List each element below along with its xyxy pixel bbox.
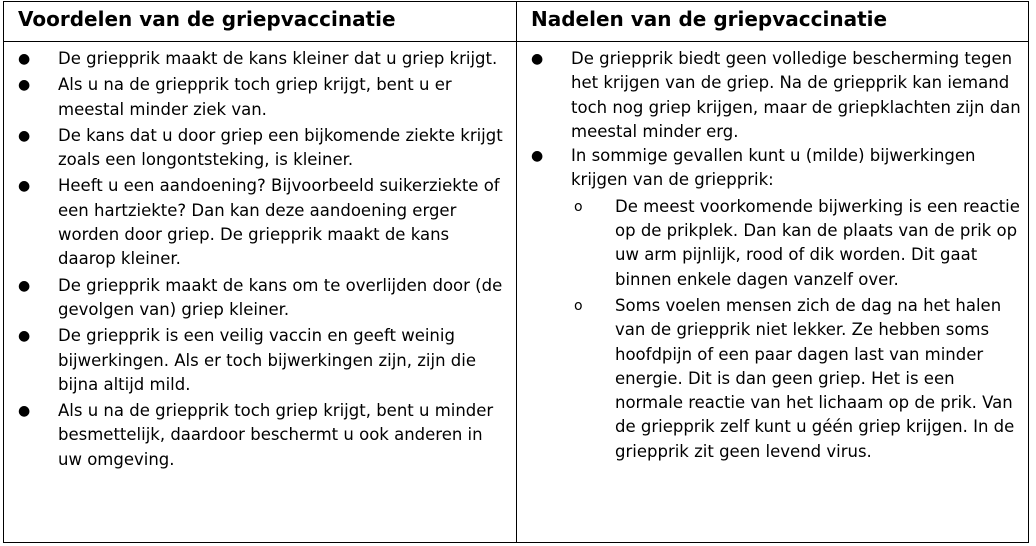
sub-list-item: o De meest voorkomende bijwerking is een reactie op de prikplek. Dan kan de plaats van de prik op uw arm pijnlijk, rood of dik worden. Dit gaat binnen enkele dagen vanzelf over. [574,196,1020,289]
circle-bullet-icon: o [574,198,583,215]
list-item: ● De griepprik biedt geen volledige bescherming tegen het krijgen van de griep. Na de griepprik kan iemand toch nog griep krijgen, maar de griepklachten zijn dan meestal minder erg. [531,49,1021,141]
side-effects-sublist [571,195,1022,464]
bullet-icon: ● [18,51,31,67]
bullet-icon: ● [18,77,31,94]
bullet-icon: ● [18,178,31,195]
list-item: ● De griepprik maakt de kans om te overlijden door (de gevolgen van) griep kleiner. [18,275,503,319]
list-item: ● De kans dat u door griep een bijkomende ziekte krijgt zoals een longontsteking, is kleiner. [18,125,503,170]
header-row [4,2,1029,42]
list-item: ● Als u na de griepprik toch griep krijgt, bent u minder besmettelijk, daardoor beschermt u ook anderen in uw omgeving. [18,401,494,469]
content-row [4,42,1029,543]
list-item: ● Heeft u een aandoening? Bijvoorbeeld suikerziekte of een hartziekte? Dan kan deze aandoening erger worden door griep. De griepprik maakt de kans daarop kleiner. [18,176,500,269]
advantages-cell [4,42,517,543]
bullet-icon: ● [18,403,31,420]
list-item: ● De griepprik is een veilig vaccin en geeft weinig bijwerkingen. Als er toch bijwerkingen zijn, zijn die bijna altijd mild. [18,326,476,394]
bullet-icon: ● [531,148,544,165]
list-item: ● De griepprik maakt de kans kleiner dat u griep krijgt. [4,47,510,71]
disadvantages-cell [517,42,1029,543]
disadvantages-header: Nadelen van de griepvaccinatie [517,2,1029,42]
circle-bullet-icon: o [574,297,583,314]
disadvantages-list [517,42,1028,464]
comparison-table [3,1,1029,543]
bullet-icon: ● [531,51,544,67]
advantages-header: Voordelen van de griepvaccinatie [4,2,517,42]
bullet-icon: ● [18,277,31,294]
list-item: ● In sommige gevallen kunt u (milde) bijwerkingen krijgen van de griepprik: o De meest voorkomende bijwerking is een reactie op de prikplek. Dan kan de plaats van de prik op uw arm pijnlijk, rood of dik worden. Dit gaat binnen enkele dagen vanzelf over. o Soms voelen mensen zich de dag na het halen van de griepprik niet lekker. Ze hebben soms hoofdpijn of een paar dagen last van minder energie. Dit is dan geen griep. Het is een normale reactie van het lichaam op de prik. Van de griepprik zelf kunt u géén griep krijgen. In de griepprik zit geen levend virus. [517,144,1022,464]
sub-list-item: o Soms voelen mensen zich de dag na het halen van de griepprik niet lekker. Ze hebben soms hoofdpijn of een paar dagen last van minder energie. Dit is dan geen griep. Het is een normale reactie van het lichaam op de prik. Van de griepprik zelf kunt u géén griep krijgen. In de griepprik zit geen levend virus. [574,295,1015,461]
bullet-icon: ● [18,328,31,345]
list-item: ● Als u na de griepprik toch griep krijgt, bent u er meestal minder ziek van. [18,75,452,119]
bullet-icon: ● [18,127,31,144]
advantages-list [4,42,516,472]
